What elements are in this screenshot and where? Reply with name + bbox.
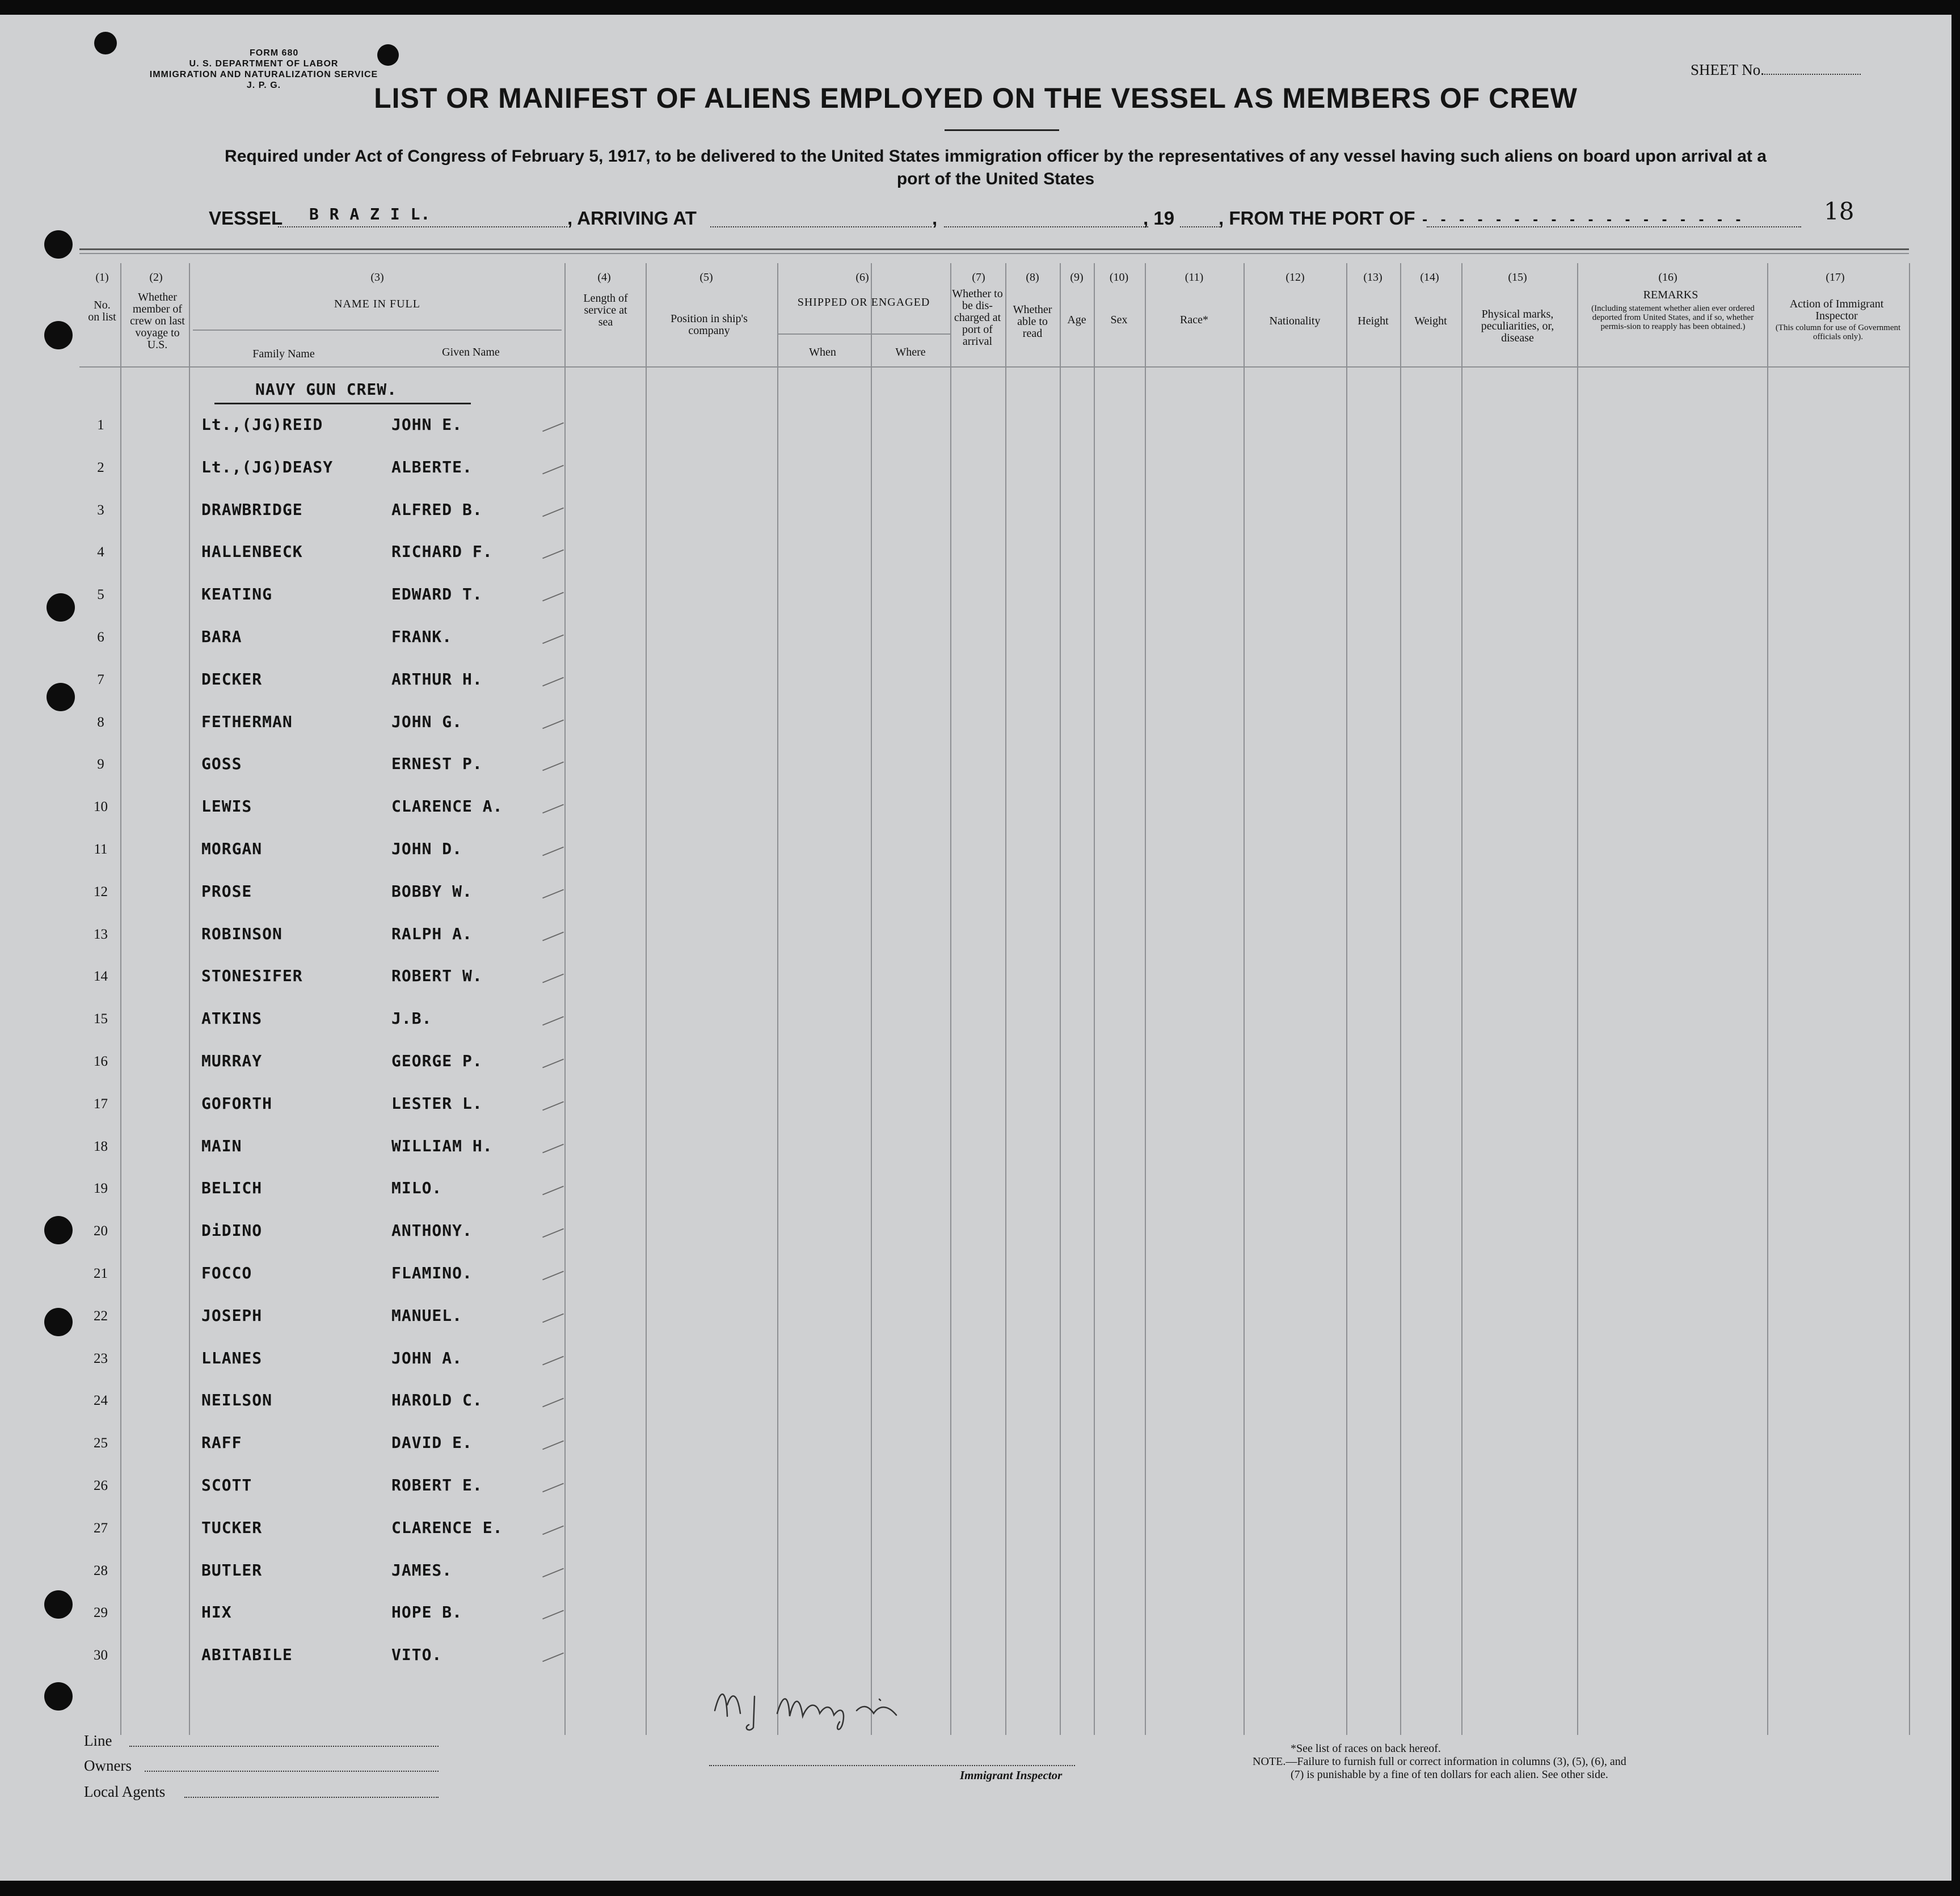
given-name: ARTHUR H. <box>391 670 483 689</box>
given-name: EDWARD T. <box>391 585 483 603</box>
given-name: ALBERTE. <box>391 458 473 476</box>
penalty-note-2: (7) is punishable by a fine of ten dollars for each alien. See other side. <box>1291 1768 1608 1781</box>
row-number: 29 <box>94 1605 108 1620</box>
col-12-label: Nationality <box>1269 315 1321 327</box>
date-field-line <box>944 226 1148 227</box>
family-name: GOFORTH <box>201 1094 273 1113</box>
family-name: RAFF <box>201 1433 242 1452</box>
col-5-label: Position in ship's company <box>671 313 748 337</box>
sheet-label: SHEET No. <box>1691 61 1765 78</box>
family-name: LLANES <box>201 1349 263 1367</box>
given-name: ANTHONY. <box>391 1221 473 1240</box>
row-number: 26 <box>94 1478 108 1493</box>
col-6-label: SHIPPED OR ENGAGED <box>797 296 930 309</box>
year-field-line <box>1180 226 1220 227</box>
form-code: J. P. G. <box>246 81 281 90</box>
section-heading-underline <box>214 403 471 404</box>
col-1-label: No. on list <box>88 299 116 323</box>
given-name: HAROLD C. <box>391 1391 483 1409</box>
year-label: , 19 <box>1143 208 1175 229</box>
family-name: JOSEPH <box>201 1306 263 1325</box>
vessel-field-line <box>278 226 567 227</box>
given-name: MANUEL. <box>391 1306 463 1325</box>
check-mark <box>542 889 564 899</box>
form-service: IMMIGRATION AND NATURALIZATION SERVICE <box>149 70 378 79</box>
row-number: 3 <box>97 502 104 518</box>
form-number: FORM 680 <box>250 48 299 58</box>
col-12-number: (12) <box>1285 271 1305 284</box>
col-3-number: (3) <box>370 271 384 284</box>
row-number: 5 <box>97 587 104 602</box>
col-9-label: Age <box>1067 314 1086 326</box>
check-mark <box>542 1653 564 1662</box>
punch-hole <box>44 1590 73 1619</box>
given-name: FLAMINO. <box>391 1264 473 1282</box>
row-number: 21 <box>94 1266 108 1281</box>
col-1-number: (1) <box>95 271 109 284</box>
given-name: ROBERT E. <box>391 1476 483 1494</box>
family-name: Lt.,(JG)REID <box>201 415 323 434</box>
family-name: BELICH <box>201 1179 263 1197</box>
given-name: ALFRED B. <box>391 500 483 519</box>
check-mark <box>542 635 564 644</box>
col-2-number: (2) <box>149 271 163 284</box>
check-mark <box>542 1101 564 1111</box>
page-title: LIST OR MANIFEST OF ALIENS EMPLOYED ON THE VESSEL AS MEMBERS OF CREW <box>374 82 1578 114</box>
check-mark <box>542 1016 564 1026</box>
given-name: CLARENCE A. <box>391 797 503 816</box>
col-10-label: Sex <box>1110 314 1128 326</box>
manifest-page <box>0 15 1951 1881</box>
check-mark <box>542 1271 564 1281</box>
sheet-handwritten-number: 18 <box>1824 197 1854 225</box>
punch-hole <box>44 1308 73 1336</box>
family-name: MURRAY <box>201 1052 263 1070</box>
check-mark <box>542 1441 564 1450</box>
col-7-number: (7) <box>972 271 985 284</box>
signature-scribble <box>709 1671 947 1733</box>
check-mark <box>542 1568 564 1578</box>
row-number: 14 <box>94 969 108 984</box>
punch-hole <box>44 321 73 349</box>
table-top-rule <box>79 248 1909 250</box>
title-underline <box>945 129 1059 131</box>
check-mark <box>542 1314 564 1323</box>
col-11-number: (11) <box>1185 271 1204 284</box>
row-number: 4 <box>97 544 104 560</box>
family-name: Lt.,(JG)DEASY <box>201 458 334 476</box>
given-name: ERNEST P. <box>391 754 483 773</box>
col-6-when: When <box>809 346 836 358</box>
col-9-number: (9) <box>1070 271 1084 284</box>
col-5-number: (5) <box>699 271 713 284</box>
check-mark <box>542 1483 564 1493</box>
check-mark <box>542 1228 564 1238</box>
check-mark <box>542 974 564 983</box>
col-8-label: Whether able to read <box>1013 303 1052 340</box>
family-name: DECKER <box>201 670 263 689</box>
row-number: 13 <box>94 927 108 942</box>
row-number: 11 <box>94 842 108 857</box>
given-name: RICHARD F. <box>391 542 493 561</box>
punch-hole <box>44 1216 73 1244</box>
punch-hole <box>44 1682 73 1711</box>
row-number: 8 <box>97 715 104 730</box>
family-name: BUTLER <box>201 1561 263 1580</box>
row-number: 1 <box>97 417 104 433</box>
family-name: ABITABILE <box>201 1645 293 1664</box>
given-name: JAMES. <box>391 1561 453 1580</box>
given-name: DAVID E. <box>391 1433 473 1452</box>
row-number: 17 <box>94 1096 108 1112</box>
family-name: LEWIS <box>201 797 252 816</box>
check-mark <box>542 1059 564 1069</box>
penalty-note-1: NOTE.—Failure to furnish full or correct information in columns (3), (5), (6), and <box>1253 1755 1626 1768</box>
vessel-label: VESSEL <box>209 208 283 229</box>
section-heading: NAVY GUN CREW. <box>255 380 398 399</box>
family-name: BARA <box>201 627 242 646</box>
given-name: JOHN E. <box>391 415 463 434</box>
col-10-number: (10) <box>1109 271 1129 284</box>
check-mark <box>542 1398 564 1408</box>
check-mark <box>542 1186 564 1196</box>
family-name: KEATING <box>201 585 273 603</box>
col-4-label: Length of service at sea <box>583 292 628 328</box>
footer-owners-label: Owners <box>84 1757 132 1774</box>
family-name: STONESIFER <box>201 966 303 985</box>
col-14-number: (14) <box>1420 271 1439 284</box>
check-mark <box>542 508 564 517</box>
inspector-label: Immigrant Inspector <box>960 1768 1063 1782</box>
family-name: MORGAN <box>201 839 263 858</box>
arriving-label: , ARRIVING AT <box>567 208 697 229</box>
check-mark <box>542 804 564 814</box>
subtitle <box>187 145 1804 191</box>
check-mark <box>542 592 564 602</box>
col-6-number: (6) <box>855 271 869 284</box>
col-13-number: (13) <box>1363 271 1382 284</box>
col-4-number: (4) <box>597 271 611 284</box>
footer-agents-label: Local Agents <box>84 1783 166 1800</box>
races-note: *See list of races on back hereof. <box>1291 1742 1441 1755</box>
row-number: 10 <box>94 799 108 814</box>
row-number: 19 <box>94 1181 108 1196</box>
check-mark <box>542 932 564 941</box>
row-number: 23 <box>94 1351 108 1366</box>
check-mark <box>542 762 564 771</box>
family-name: HIX <box>201 1603 232 1621</box>
punch-hole <box>44 230 73 259</box>
family-name: FETHERMAN <box>201 712 293 731</box>
family-name: SCOTT <box>201 1476 252 1494</box>
check-mark <box>542 550 564 559</box>
footer-line-label: Line <box>84 1732 112 1749</box>
family-name: HALLENBECK <box>201 542 303 561</box>
form-department: U. S. DEPARTMENT OF LABOR <box>189 59 339 69</box>
row-number: 24 <box>94 1393 108 1408</box>
family-name: ATKINS <box>201 1009 263 1028</box>
check-mark <box>542 423 564 432</box>
from-port-label: , FROM THE PORT OF <box>1219 208 1415 229</box>
col-15-label: Physical marks, peculiarities, or, disease <box>1481 308 1554 344</box>
col-3-given-name: Given Name <box>442 346 500 358</box>
given-name: J.B. <box>391 1009 432 1028</box>
col-15-number: (15) <box>1508 271 1527 284</box>
row-number: 15 <box>94 1011 108 1027</box>
check-mark <box>542 1610 564 1620</box>
given-name: GEORGE P. <box>391 1052 483 1070</box>
col-7-label: Whether to be dis-charged at port of arrival <box>952 288 1003 348</box>
check-mark <box>542 1526 564 1535</box>
given-name: ROBERT W. <box>391 966 483 985</box>
row-number: 2 <box>97 460 104 475</box>
row-number: 30 <box>94 1648 108 1663</box>
sheet-number-field <box>1691 61 1861 79</box>
family-name: DiDINO <box>201 1221 263 1240</box>
given-name: JOHN G. <box>391 712 463 731</box>
row-number: 9 <box>97 757 104 772</box>
row-number: 20 <box>94 1223 108 1239</box>
col-8-number: (8) <box>1026 271 1039 284</box>
inspector-signature <box>709 1671 947 1736</box>
check-mark <box>542 847 564 856</box>
given-name: JOHN A. <box>391 1349 463 1367</box>
col-17-label: Action of Immigrant Inspector <box>1789 298 1884 322</box>
col-3-label: NAME IN FULL <box>334 298 420 310</box>
given-name: LESTER L. <box>391 1094 483 1113</box>
from-port-value: - - - - - - - - - - - - - - - - - - <box>1421 213 1744 227</box>
table-top-rule-inner <box>79 253 1909 254</box>
col-13-label: Height <box>1358 315 1389 327</box>
given-name: MILO. <box>391 1179 442 1197</box>
given-name: RALPH A. <box>391 924 473 943</box>
col-3-family-name: Family Name <box>252 348 315 360</box>
given-name: FRANK. <box>391 627 453 646</box>
given-name: WILLIAM H. <box>391 1137 493 1155</box>
row-number: 16 <box>94 1054 108 1069</box>
col-16-label: REMARKS <box>1643 289 1698 301</box>
check-mark <box>542 720 564 729</box>
col-17-note: (This column for use of Government officials only). <box>1775 323 1901 341</box>
check-mark <box>542 677 564 687</box>
given-name: BOBBY W. <box>391 882 473 901</box>
row-number: 25 <box>94 1435 108 1451</box>
subtitle-line-2: port of the United States <box>896 170 1095 188</box>
family-name: NEILSON <box>201 1391 273 1409</box>
col-16-note: (Including statement whether alien ever ordered deported from United States, and if so, whether permis-sion to reapply has been obtained.) <box>1591 304 1755 331</box>
arriving-comma: , <box>932 208 938 229</box>
row-number: 22 <box>94 1308 108 1324</box>
row-number: 18 <box>94 1139 108 1154</box>
check-mark <box>542 465 564 475</box>
check-mark <box>542 1144 564 1154</box>
given-name: CLARENCE E. <box>391 1518 503 1537</box>
col-11-label: Race* <box>1180 314 1208 326</box>
given-name: JOHN D. <box>391 839 463 858</box>
family-name: FOCCO <box>201 1264 252 1282</box>
col-14-label: Weight <box>1414 315 1447 327</box>
family-name: PROSE <box>201 882 252 901</box>
row-number: 6 <box>97 630 104 645</box>
given-name: VITO. <box>391 1645 442 1664</box>
col-17-number: (17) <box>1826 271 1845 284</box>
subtitle-line-1: Required under Act of Congress of February 5, 1917, to be delivered to the United States immigration officer by the representatives of any vessel having such aliens on board upon arrival at a <box>225 147 1767 166</box>
vessel-name: B R A Z I L. <box>309 205 431 223</box>
row-number: 28 <box>94 1563 108 1578</box>
row-number: 7 <box>97 672 104 687</box>
punch-hole <box>47 593 75 622</box>
given-name: HOPE B. <box>391 1603 463 1621</box>
col-2-label: Whether member of crew on last voyage to U.S. <box>130 291 185 351</box>
check-mark <box>542 1356 564 1366</box>
family-name: TUCKER <box>201 1518 263 1537</box>
family-name: MAIN <box>201 1137 242 1155</box>
arriving-field-line <box>710 226 931 227</box>
punch-hole <box>47 683 75 711</box>
row-number: 27 <box>94 1521 108 1536</box>
family-name: ROBINSON <box>201 924 283 943</box>
punch-hole <box>94 32 117 54</box>
family-name: GOSS <box>201 754 242 773</box>
col-16-number: (16) <box>1658 271 1677 284</box>
family-name: DRAWBRIDGE <box>201 500 303 519</box>
col-6-where: Where <box>895 346 926 358</box>
row-number: 12 <box>94 884 108 900</box>
